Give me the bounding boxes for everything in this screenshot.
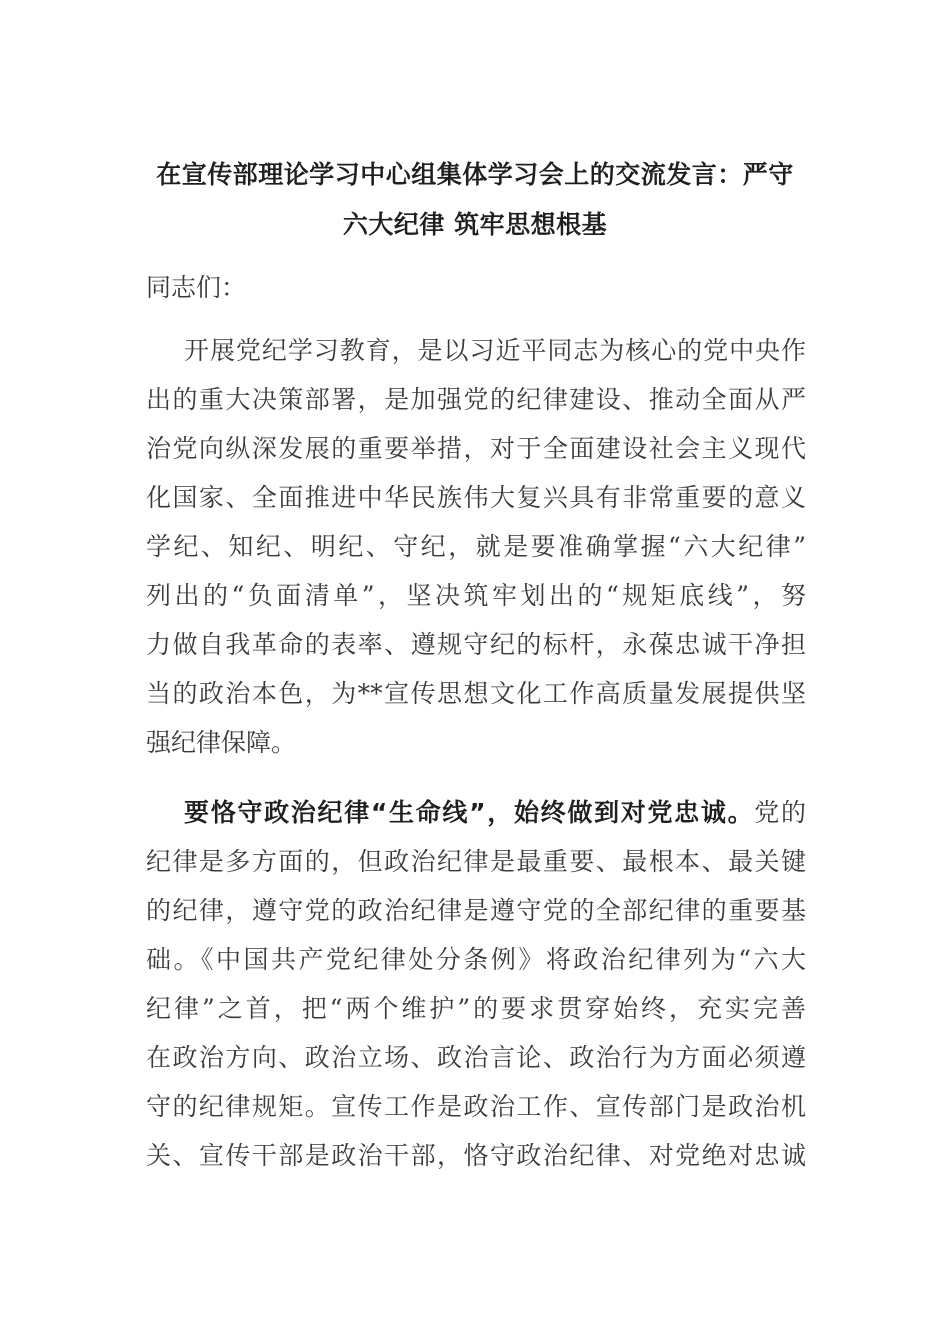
paragraph-line: 的纪律，遵守党的政治纪律是遵守党的全部纪律的重要基: [146, 896, 806, 925]
paragraph-line: 出的重大决策部署，是加强党的纪律建设、推动全面从严: [146, 385, 806, 414]
salutation: 同志们：: [146, 273, 247, 302]
paragraph-line: 治党向纵深发展的重要举措，对于全面建设社会主义现代: [146, 434, 806, 463]
paragraph-political-discipline: [146, 788, 806, 1180]
lead-continuation: 党的: [754, 798, 806, 827]
paragraph-lead-line: [146, 788, 806, 837]
paragraph-intro: [146, 326, 806, 767]
paragraph-line: 关、宣传干部是政治干部，恪守政治纪律、对党绝对忠诚: [146, 1141, 806, 1170]
paragraph-line: 础。《中国共产党纪律处分条例》将政治纪律列为“六大: [146, 945, 806, 974]
title-line-2: 六大纪律 筑牢思想根基: [342, 210, 608, 239]
paragraph-line: 当的政治本色，为**宣传思想文化工作高质量发展提供坚: [146, 679, 806, 708]
paragraph-line: 开展党纪学习教育，是以习近平同志为核心的党中央作: [184, 336, 806, 365]
paragraph-line: 列出的“负面清单”，坚决筑牢划出的“规矩底线”，努: [146, 581, 806, 610]
paragraph-line: 力做自我革命的表率、遵规守纪的标杆，永葆忠诚干净担: [146, 630, 806, 659]
document-title: [140, 150, 810, 250]
section-heading: 要恪守政治纪律“生命线”，始终做到对党忠诚。: [184, 798, 755, 827]
paragraph-line: 纪律是多方面的，但政治纪律是最重要、最根本、最关键: [146, 847, 806, 876]
paragraph-line: 纪律”之首，把“两个维护”的要求贯穿始终，充实完善: [146, 994, 806, 1023]
paragraph-line: 化国家、全面推进中华民族伟大复兴具有非常重要的意义: [146, 483, 806, 512]
paragraph-line: 学纪、知纪、明纪、守纪，就是要准确掌握“六大纪律”: [146, 532, 806, 561]
paragraph-line: 强纪律保障。: [146, 728, 297, 757]
paragraph-line: 在政治方向、政治立场、政治言论、政治行为方面必须遵: [146, 1043, 806, 1072]
title-line-1: 在宣传部理论学习中心组集体学习会上的交流发言：严守: [156, 160, 794, 189]
paragraph-line: 守的纪律规矩。宣传工作是政治工作、宣传部门是政治机: [146, 1092, 806, 1121]
